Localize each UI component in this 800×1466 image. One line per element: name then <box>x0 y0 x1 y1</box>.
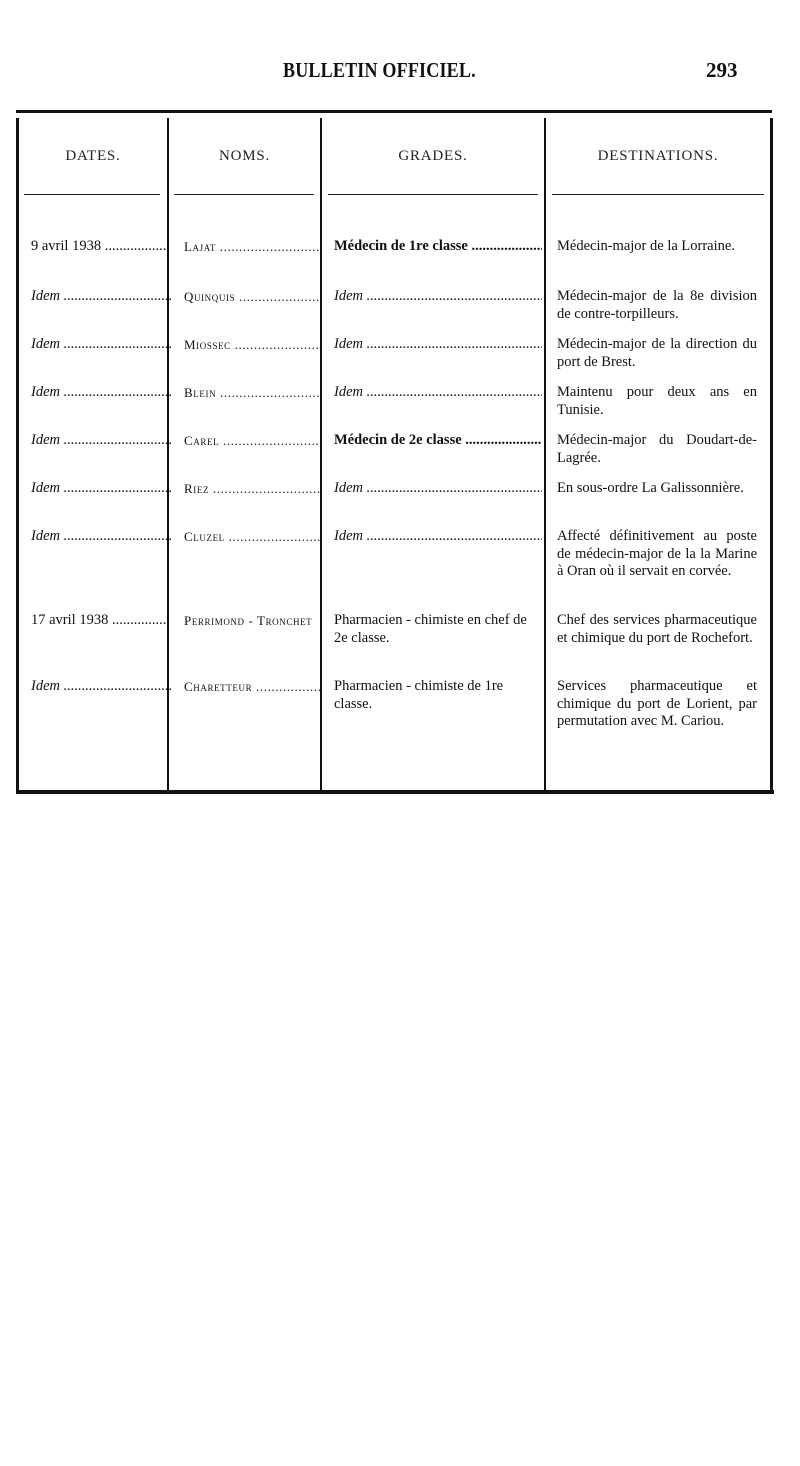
name-cell: Riez ..... <box>184 480 320 498</box>
column-header-dates: DATES. <box>65 148 121 164</box>
page-header <box>0 58 800 90</box>
grade-cell: Médecin de 1re classe ..... <box>334 238 542 256</box>
grade-cell: Idem ..... <box>334 480 542 498</box>
table-right-border <box>770 118 773 792</box>
date-cell: Idem ..... <box>31 480 171 498</box>
header-underline <box>552 194 764 195</box>
destination-cell: Services pharmaceutique et chimique du port de Lorient, par permutation avec M. Cariou. <box>557 678 757 729</box>
destination-cell: Chef des services pharmaceutique et chimique du port de Rochefort. <box>557 612 757 646</box>
page-number: 293 <box>706 58 738 82</box>
grade-cell: Idem ..... <box>334 288 542 306</box>
name-cell: Blein ..... <box>184 384 320 402</box>
destination-cell: Médecin-major du Doudart-de-Lagrée. <box>557 432 757 466</box>
table-left-border <box>16 118 19 792</box>
grade-cell: Médecin de 2e classe ..... <box>334 432 542 450</box>
bulletin-title: BULLETIN OFFICIEL. <box>283 58 476 82</box>
header-underline <box>24 194 160 195</box>
header-underline <box>328 194 538 195</box>
destination-cell: Affecté définitivement au poste de médecin-major de la la Marine à Oran où il servait en corvée. <box>557 528 757 579</box>
table-bottom-rule <box>16 790 774 794</box>
name-cell: Charetteur ..... <box>184 678 320 696</box>
column-header-grades: GRADES. <box>398 148 468 164</box>
destination-cell: Médecin-major de la Lorraine. <box>557 238 735 254</box>
name-cell: Cluzel ..... <box>184 528 320 546</box>
column-header-destinations: DESTINATIONS. <box>597 148 719 164</box>
table-top-rule <box>16 110 772 113</box>
grade-cell: Idem ..... <box>334 528 542 546</box>
grade-cell: Idem ..... <box>334 336 542 354</box>
destination-cell: En sous-ordre La Galissonnière. <box>557 480 744 496</box>
destination-cell: Maintenu pour deux ans en Tunisie. <box>557 384 757 418</box>
appointments-table <box>16 110 774 796</box>
grade-cell: Pharmacien - chimiste en chef de 2e classe. <box>334 612 527 646</box>
date-cell: Idem ..... <box>31 384 171 402</box>
destination-cell: Médecin-major de la direction du port de Brest. <box>557 336 757 370</box>
date-cell: 9 avril 1938 ..... <box>31 238 171 256</box>
destination-cell: Médecin-major de la 8e division de contre-torpilleurs. <box>557 288 757 322</box>
grade-cell: Idem ..... <box>334 384 542 402</box>
name-cell: Quinquis ..... <box>184 288 320 306</box>
date-cell: Idem ..... <box>31 528 171 546</box>
date-cell: Idem ..... <box>31 336 171 354</box>
column-divider <box>544 118 546 792</box>
column-header-noms: NOMS. <box>218 148 271 164</box>
column-divider <box>320 118 322 792</box>
date-cell: Idem ..... <box>31 432 171 450</box>
name-cell: Perrimond - Tronchet <box>184 613 313 628</box>
name-cell: Miossec ..... <box>184 336 320 354</box>
date-cell: 17 avril 1938 ..... <box>31 612 171 630</box>
header-underline <box>174 194 314 195</box>
grade-cell: Pharmacien - chimiste de 1re classe. <box>334 678 504 712</box>
date-cell: Idem ..... <box>31 288 171 306</box>
name-cell: Lajat ..... <box>184 238 320 256</box>
name-cell: Carel ..... <box>184 432 320 450</box>
date-cell: Idem ..... <box>31 678 171 696</box>
